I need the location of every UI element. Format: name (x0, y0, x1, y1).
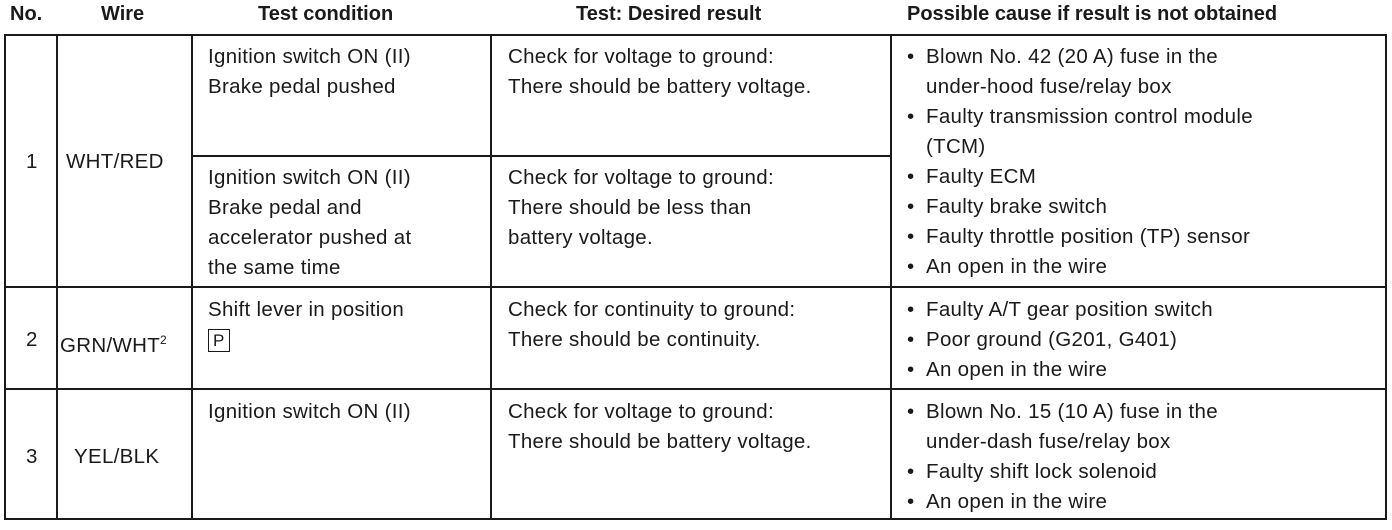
column-divider-condition (191, 34, 193, 520)
row1-split-border (192, 155, 890, 157)
result-line: There should be battery voltage. (508, 430, 812, 453)
cause-item: • Blown No. 42 (20 A) fuse in the (904, 42, 1253, 72)
condition-line: Brake pedal pushed (208, 75, 396, 98)
column-divider-result (490, 34, 492, 520)
cause-item-continuation: (TCM) (926, 135, 986, 158)
cause-item: • Faulty shift lock solenoid (904, 457, 1218, 487)
result-line: There should be less than (508, 196, 752, 219)
column-divider-cause (890, 34, 892, 520)
result-line: battery voltage. (508, 226, 653, 249)
row3-no: 3 (26, 445, 38, 468)
row2-condition (208, 295, 404, 355)
condition-line: Brake pedal and (208, 196, 362, 219)
table-left-border (4, 34, 6, 520)
row3-causes (904, 397, 1218, 517)
condition-line: the same time (208, 256, 341, 279)
row1-wire: WHT/RED (66, 150, 164, 173)
cause-item: • Blown No. 15 (10 A) fuse in the (904, 397, 1218, 427)
row3-result (508, 397, 812, 457)
result-line: Check for voltage to ground: (508, 400, 774, 423)
row2-causes (904, 295, 1213, 385)
header-desired-result: Test: Desired result (576, 3, 762, 25)
column-divider-wire (56, 34, 58, 520)
row1-test1-result (508, 42, 812, 102)
result-line: Check for voltage to ground: (508, 45, 774, 68)
condition-line: Shift lever in position (208, 298, 405, 321)
row-divider-1 (4, 286, 1387, 288)
row2-result (508, 295, 795, 355)
result-line: Check for continuity to ground: (508, 298, 796, 321)
cause-item: • Faulty ECM (904, 162, 1253, 192)
result-line: There should be battery voltage. (508, 75, 812, 98)
header-possible-cause: Possible cause if result is not obtained (907, 3, 1278, 25)
cause-item: • An open in the wire (904, 252, 1253, 282)
row3-wire: YEL/BLK (74, 445, 160, 468)
table-bottom-border (4, 518, 1387, 520)
cause-item: • An open in the wire (904, 355, 1213, 385)
header-no: No. (10, 3, 43, 25)
cause-item: • Poor ground (G201, G401) (904, 325, 1213, 355)
row1-test2-condition (208, 163, 411, 283)
cause-item: • Faulty transmission control module (904, 102, 1253, 132)
condition-line: Ignition switch ON (II) (208, 166, 411, 189)
shift-position-p: P (208, 329, 230, 352)
header-wire: Wire (101, 3, 145, 25)
cause-item-continuation: under-hood fuse/relay box (926, 75, 1172, 98)
result-line: Check for voltage to ground: (508, 166, 774, 189)
header-test-condition: Test condition (258, 3, 394, 25)
condition-line: Ignition switch ON (II) (208, 45, 411, 68)
condition-line: Ignition switch ON (II) (208, 400, 411, 423)
row1-no: 1 (26, 150, 38, 173)
row2-wire-label: GRN/WHT (60, 334, 161, 357)
row3-condition (208, 397, 411, 427)
cause-item: • Faulty brake switch (904, 192, 1253, 222)
row1-causes (904, 42, 1253, 282)
row1-test2-result (508, 163, 774, 253)
condition-line: accelerator pushed at (208, 226, 412, 249)
table-top-border (4, 34, 1387, 36)
footnote-mark: 2 (160, 333, 168, 347)
result-line: There should be continuity. (508, 328, 761, 351)
cause-item: • An open in the wire (904, 487, 1218, 517)
row2-wire (60, 325, 167, 361)
row2-no: 2 (26, 328, 38, 351)
cause-item: • Faulty throttle position (TP) sensor (904, 222, 1253, 252)
cause-item: • Faulty A/T gear position switch (904, 295, 1213, 325)
cause-item-continuation: under-dash fuse/relay box (926, 430, 1171, 453)
table-right-border (1385, 34, 1387, 520)
row-divider-2 (4, 388, 1387, 390)
row1-test1-condition (208, 42, 411, 102)
